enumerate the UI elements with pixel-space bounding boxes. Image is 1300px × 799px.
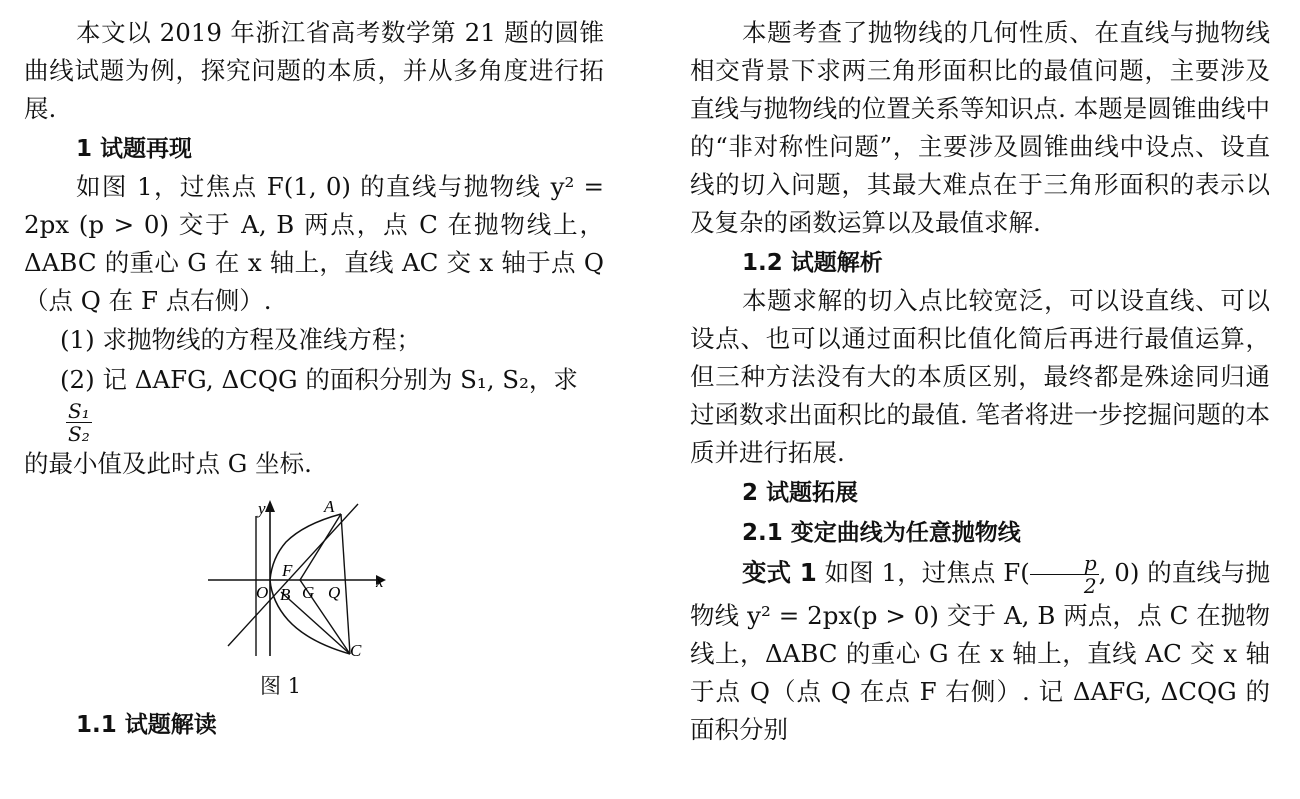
label-y: y [258,499,266,518]
question-2 [24,360,604,445]
line-ag [300,514,341,580]
fraction-numerator: S₁ [68,399,90,423]
fraction-denominator: 2 [1083,574,1097,598]
y-axis-arrow [265,500,275,512]
label-b: B [280,585,291,604]
left-column [24,14,604,483]
intro-paragraph: 本文以 2019 年浙江省高考数学第 21 题的圆锥曲线试题为例，探究问题的本质，并从多角度进行拓展. [24,18,604,123]
problem-statement: 如图 1，过焦点 F(1, 0) 的直线与抛物线 y² = 2px (p > 0) 交于 A, B 两点，点 C 在抛物线上，ΔABC 的重心 G 在 x 轴上，直线 AC 交 x 轴于点 Q（点 Q 在 F 点右侧）. [24,172,604,315]
variant-1-text-part2: , 0) 的直线与抛物线 y² = 2px(p > 0) 交于 A, B 两点，点 C 在抛物线上，ΔABC 的重心 G 在 x 轴上，直线 AC 交 x 轴于点 Q（点 Q 在点 F 右侧）. 记 ΔAFG, ΔCQG 的面积分别 [690,558,1270,744]
label-q: Q [328,583,341,602]
p-over-2-fraction [1030,552,1099,597]
line-ac [341,514,350,654]
section-1-heading: 1 试题再现 [76,136,193,162]
question-2-prefix: (2) 记 ΔAFG, ΔCQG 的面积分别为 S₁, S₂，求 [60,365,578,394]
figure-caption: 图 1 [260,674,302,698]
area-ratio-fraction [66,400,92,445]
solution-paragraph: 本题求解的切入点比较宽泛，可以设直线、可以设点、也可以通过面积比值化简后再进行最值运算，但三种方法没有大的本质区别，最终都是殊途同归通过函数求出面积比的最值. 笔者将进一步挖掘问题的本质并进行拓展. [690,286,1270,467]
label-o: O [256,583,269,602]
label-g: G [302,583,315,602]
variant-1-paragraph [690,552,1270,749]
section-2-1-heading: 2.1 变定曲线为任意抛物线 [742,520,1021,546]
variant-1-text-part1: 如图 1，过焦点 F( [824,558,1030,587]
fraction-numerator: p [1030,552,1099,575]
label-f: F [282,561,293,580]
label-c: C [350,641,362,660]
right-column [690,14,1270,749]
fraction-denominator: S₂ [68,422,90,446]
question-2-suffix: 的最小值及此时点 G 坐标. [24,449,312,478]
parabola-diagram [198,496,398,666]
analysis-paragraph: 本题考查了抛物线的几何性质、在直线与抛物线相交背景下求两三角形面积比的最值问题，主要涉及直线与抛物线的位置关系等知识点. 本题是圆锥曲线中的“非对称性问题”，主要涉及圆锥曲线中设点、设直线的切入问题，其最大难点在于三角形面积的表示以及复杂的函数运算以及最值求解. [690,18,1270,237]
label-a: A [324,497,335,516]
section-1-1-heading: 1.1 试题解读 [76,712,217,738]
question-1: (1) 求抛物线的方程及准线方程； [60,325,421,354]
section-1-2-heading: 1.2 试题解析 [742,250,883,276]
section-2-heading: 2 试题拓展 [742,480,859,506]
label-x: x [376,572,384,591]
variant-1-label: 变式 1 [742,558,817,587]
